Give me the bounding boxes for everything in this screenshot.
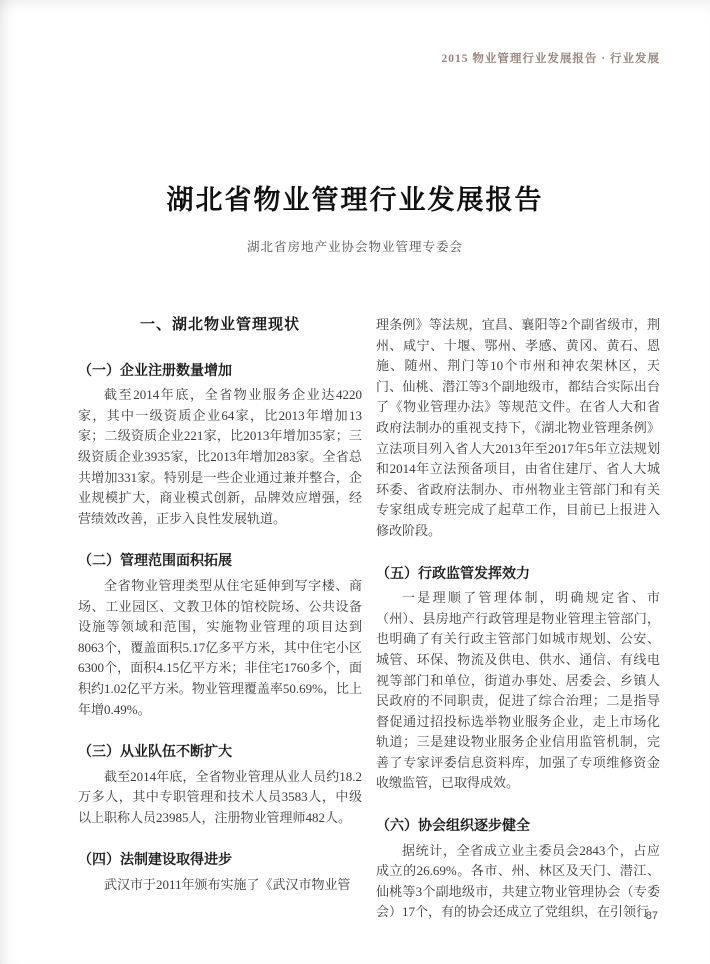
paragraph: 全省物业管理类型从住宅延伸到写字楼、商场、工业园区、文教卫体的馆校院场、公共设备设施等领域和范围，实施物业管理的项目达到8063个，覆盖面积5.17亿多平方米，其中住宅小区6300个，面积4.15亿平方米；非住宅1760多个，面积约1.02亿平方米。物业管理覆盖率50.69%，比上年增0.49%。 xyxy=(78,577,362,717)
page-number: 87 xyxy=(645,910,658,922)
page-title: 湖北省物业管理行业发展报告 xyxy=(166,185,544,215)
body-columns xyxy=(78,315,660,923)
paragraph: 截至2014年底，全省物业管理从业人员约18.2万多人，其中专职管理和技术人员3583人，中级以上职称人员23985人，注册物业管理师482人。 xyxy=(78,768,362,825)
subsection-heading-5: （五）行政监管发挥效力 xyxy=(376,564,530,581)
column-right xyxy=(376,315,660,923)
paragraph: 据统计，全省成立业主委员会2843个，占应成立的26.69%。各市、州、林区及天门、潜江、仙桃等3个副地级市，共建立物业管理协会（专委会）17个，有的协会还成立了党组织，在引领行 xyxy=(376,842,660,920)
paragraph: 武汉市于2011年颁布实施了《武汉市物业管 xyxy=(104,877,351,893)
subsection-heading-4: （四）法制建设取得进步 xyxy=(78,851,232,868)
paragraph-continuation: 理条例》等法规，宜昌、襄阳等2个副省级市，荆州、咸宁、十堰、鄂州、孝感、黄冈、黄石、恩施、随州、荆门等10个市州和神农架林区，天门、仙桃、潜江等3个副地级市，都结合实际出台了《物业管理办法》等规范文件。在省人大和省政府法制办的重视支持下，《湖北物业管理条例》立法项目列入省人大2013年至2017年5年立法规划和2014年立法预备项目，由省住建厅、省人大城环委、省政府法制办、市州物业主管部门和有关专家组成专班完成了起草工作，目前已上报进入修改阶段。 xyxy=(376,317,660,538)
subsection-heading-1: （一）企业注册数量增加 xyxy=(78,361,232,378)
paragraph: 一是理顺了管理体制，明确规定省、市（州）、县房地产行政管理是物业管理主管部门，也明确了有关行政主管部门如城市规划、公安、城管、环保、物流及供电、供水、通信、有线电视等部门和单位，街道办事处、居委会、乡镇人民政府的不同职责，促进了综合治理；二是指导督促通过招投标选举物业服务企业，走上市场化轨道；三是建设物业服务企业信用监管机制，完善了专家评委信息资料库，加强了专项维修资金收缴监管，已取得成效。 xyxy=(376,590,660,791)
running-header-text: 2015 物业管理行业发展报告 · 行业发展 xyxy=(441,53,660,65)
running-header xyxy=(0,0,710,66)
paragraph: 截至2014年底，全省物业服务企业达4220家，其中一级资质企业64家，比2013年增加13家；二级资质企业221家，比2013年增加35家；三级资质企业3935家，比2013年增加283家。全省总共增加331家。特别是一些企业通过兼并整合，企业规模扩大，商业模式创新，品牌效应增强，经营绩效改善，正步入良性发展轨道。 xyxy=(78,387,362,526)
report-subtitle: 湖北省房地产业协会物业管理专委会 xyxy=(246,240,463,254)
section-heading: 一、湖北物业管理现状 xyxy=(139,316,300,333)
column-left xyxy=(78,315,362,923)
subsection-heading-6: （六）协会组织逐步健全 xyxy=(376,817,530,834)
subsection-heading-3: （三）从业队伍不断扩大 xyxy=(78,743,232,760)
subsection-heading-2: （二）管理范围面积拓展 xyxy=(78,552,232,569)
